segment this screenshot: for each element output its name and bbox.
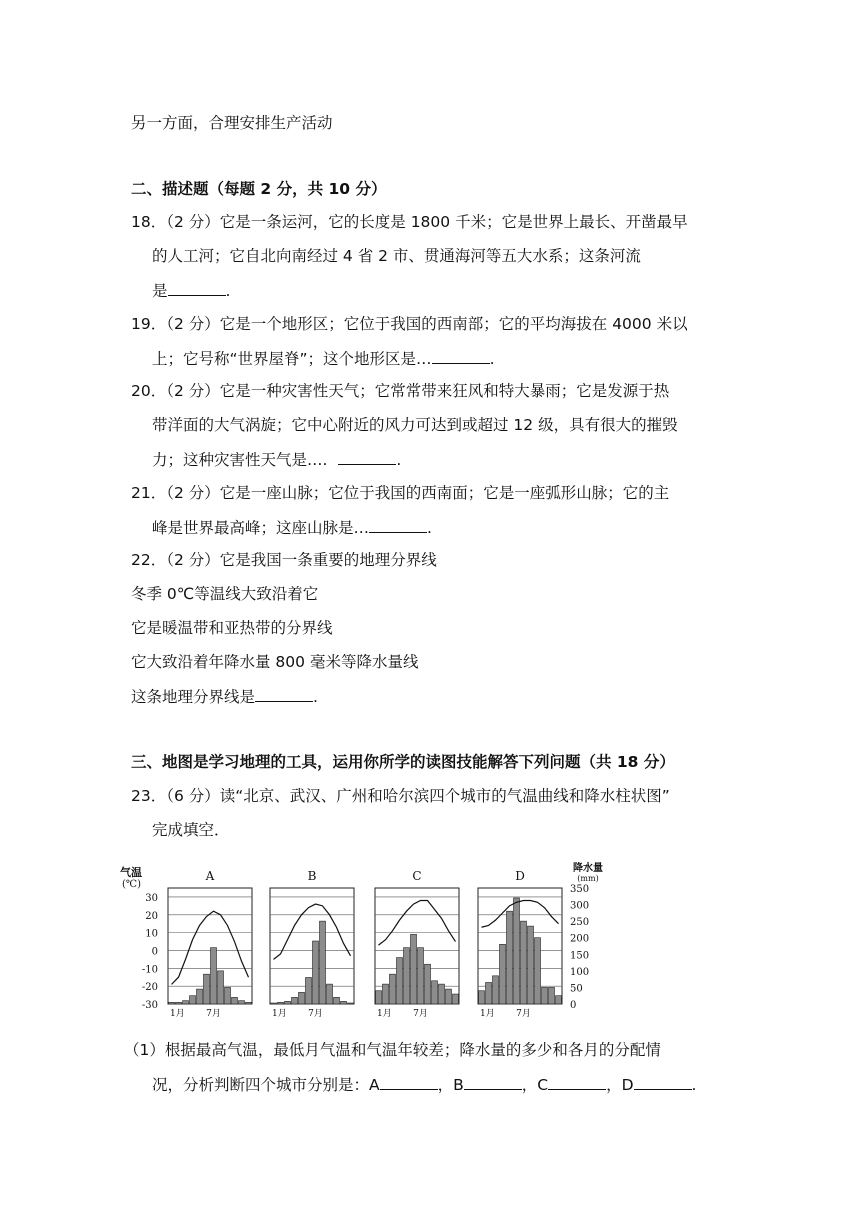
precipitation-bar [528,926,534,1004]
left-axis-tick: 20 [145,910,158,922]
precipitation-bar [271,1003,277,1004]
precipitation-bar [218,971,224,1004]
question-22-line-5 [131,685,318,708]
precipitation-bar [232,997,238,1004]
section-2-heading: 二、描述题（每题 2 分，共 10 分） [131,180,387,198]
precipitation-bar [211,948,217,1004]
precipitation-bar [197,989,203,1004]
question-23-line-1: 23．（6 分）读“北京、武汉、广州和哈尔滨四个城市的气温曲线和降水柱状图” [131,787,670,805]
left-axis-tick: -10 [141,964,158,976]
temperature-curve [482,900,559,927]
question-20-period: . [396,451,402,469]
left-axis-tick: 0 [151,946,158,958]
right-axis-tick: 0 [570,1000,577,1011]
precipitation-bar [507,911,513,1004]
answer-blank-C[interactable] [548,1073,606,1090]
answer-blank-22[interactable] [255,685,313,702]
question-23-part-1-line-2 [152,1073,696,1096]
question-20-prefix: 力；这种灾害性天气是…. [152,451,328,469]
precipitation-bar [486,982,492,1004]
answer-blank-B[interactable] [464,1073,522,1090]
right-axis-tick: 200 [570,933,590,945]
precipitation-bar [169,1002,175,1004]
x-tick-label: 1月 [377,1009,392,1018]
temperature-curve [172,911,249,984]
precipitation-bar [432,981,438,1004]
question-19-line-2 [152,347,495,370]
right-axis-tick: 350 [570,884,590,895]
precipitation-bar [418,948,424,1004]
precipitation-bar [404,948,410,1004]
question-22-period: . [313,688,318,706]
question-23-part-1-line-1: （1）根据最高气温，最低月气温和气温年较差；降水量的多少和各月的分配情 [124,1041,661,1059]
q23-1-label-d: ，D [606,1076,634,1094]
panel-label: A [205,869,215,883]
answer-blank-20[interactable] [338,448,396,465]
left-axis-tick: -30 [141,1000,158,1011]
precipitation-bar [225,987,231,1004]
q23-1-prefix: 况，分析判断四个城市分别是：A [152,1076,380,1094]
precipitation-bar [320,921,326,1004]
answer-blank-18[interactable] [168,279,226,296]
question-21-period: . [427,519,432,537]
precipitation-bar [341,1001,347,1004]
right-axis-tick: 150 [570,950,590,962]
question-21-line-1: 21．（2 分）它是一座山脉；它位于我国的西南面；它是一座弧形山脉；它的主 [131,484,670,502]
left-axis-tick: 30 [145,892,158,904]
precipitation-bar [299,992,305,1004]
precipitation-bar [327,984,333,1004]
q23-1-period: . [691,1076,697,1094]
right-axis-unit: (mm) [577,874,599,883]
x-tick-label: 7月 [308,1009,323,1018]
q23-1-label-c: ，C [521,1076,549,1094]
precipitation-bar [204,974,210,1004]
right-axis-tick: 100 [570,966,590,978]
question-22-line-2: 冬季 0℃等温线大致沿着它 [131,585,319,603]
question-23-line-2: 完成填空． [152,821,230,839]
precipitation-bar [514,898,520,1004]
precipitation-bar [500,944,506,1004]
panel-label: B [307,869,317,883]
question-22-line-1: 22．（2 分）它是我国一条重要的地理分界线 [131,551,437,569]
x-tick-label: 7月 [206,1009,221,1018]
left-axis-unit: (℃) [122,879,141,890]
question-19-period: . [489,350,495,368]
precipitation-bar [334,997,340,1004]
precipitation-bar [411,934,417,1004]
answer-blank-D[interactable] [634,1073,692,1090]
question-21-line-2 [152,516,432,539]
x-tick-label: 1月 [480,1009,495,1018]
precipitation-bar [446,989,452,1004]
answer-blank-19[interactable] [432,347,490,364]
question-18-line-1: 18．（2 分）它是一条运河，它的长度是 1800 千米；它是世界上最长、开凿最早 [131,213,688,231]
temperature-curve [379,900,456,945]
precipitation-bar [549,987,555,1004]
precipitation-bar [493,976,499,1004]
question-18-line-3 [152,279,230,302]
precipitation-bar [397,958,403,1004]
precipitation-bar [521,921,527,1004]
precipitation-bar [376,991,382,1004]
answer-blank-A[interactable] [380,1073,438,1090]
question-22-line-4: 它大致沿着年降水量 800 毫米等降水量线 [131,653,419,671]
precipitation-bar [556,996,562,1004]
precipitation-bar [383,984,389,1004]
panel-label: C [412,869,422,883]
precipitation-bar [292,997,298,1004]
temperature-curve [274,904,351,959]
question-21-prefix: 峰是世界最高峰；这座山脉是… [152,519,370,537]
question-20-line-2: 带洋面的大气涡旋；它中心附近的风力可达到或超过 12 级，具有很大的摧毁 [152,416,678,434]
question-18-prefix: 是 [152,282,168,300]
precipitation-bar [479,991,485,1004]
precipitation-bar [239,1001,245,1004]
precipitation-bar [390,974,396,1004]
precipitation-bar [306,977,312,1004]
left-axis-title: 气温 [120,866,142,879]
question-18-line-2: 的人工河；它自北向南经过 4 省 2 市、贯通海河等五大水系；这条河流 [152,247,641,265]
x-tick-label: 1月 [272,1009,287,1018]
section-3-heading: 三、地图是学习地理的工具，运用你所学的读图技能解答下列问题（共 18 分） [131,753,675,771]
right-axis-tick: 300 [570,900,590,912]
precipitation-bar [535,938,541,1004]
precipitation-bar [313,941,319,1004]
right-axis-tick: 50 [570,983,583,995]
intro-text: 另一方面，合理安排生产活动 [131,114,333,132]
precipitation-bar [190,996,196,1004]
precipitation-bar [542,987,548,1004]
q23-1-label-b: ，B [437,1076,464,1094]
panel-frame [168,888,252,1004]
precipitation-bar [425,964,431,1004]
question-22-line-3: 它是暖温带和亚热带的分界线 [131,619,333,637]
climate-charts [120,856,625,1018]
precipitation-bar [176,1002,182,1004]
question-20-line-1: 20．（2 分）它是一种灾害性天气；它常常带来狂风和特大暴雨；它是发源于热 [131,382,670,400]
x-tick-label: 7月 [413,1009,428,1018]
right-axis-title: 降水量 [573,863,603,874]
question-20-line-3 [152,448,401,471]
left-axis-tick: 10 [145,928,158,940]
precipitation-bar [285,1001,291,1004]
precipitation-bar [246,1002,252,1004]
answer-blank-21[interactable] [369,516,427,533]
precipitation-bar [278,1002,284,1004]
precipitation-bar [183,1001,189,1004]
precipitation-bar [348,1003,354,1004]
left-axis-tick: -20 [141,982,158,994]
question-19-line-1: 19．（2 分）它是一个地形区；它位于我国的西南部；它的平均海拔在 4000 米以 [131,315,688,333]
x-tick-label: 1月 [170,1009,185,1018]
x-tick-label: 7月 [516,1009,531,1018]
question-19-prefix: 上；它号称“世界屋脊”；这个地形区是… [152,350,432,368]
question-22-prefix: 这条地理分界线是 [131,688,256,706]
question-18-period: . [225,282,231,300]
precipitation-bar [439,984,445,1004]
panel-label: D [515,869,525,883]
right-axis-tick: 250 [570,917,590,929]
precipitation-bar [453,994,459,1004]
